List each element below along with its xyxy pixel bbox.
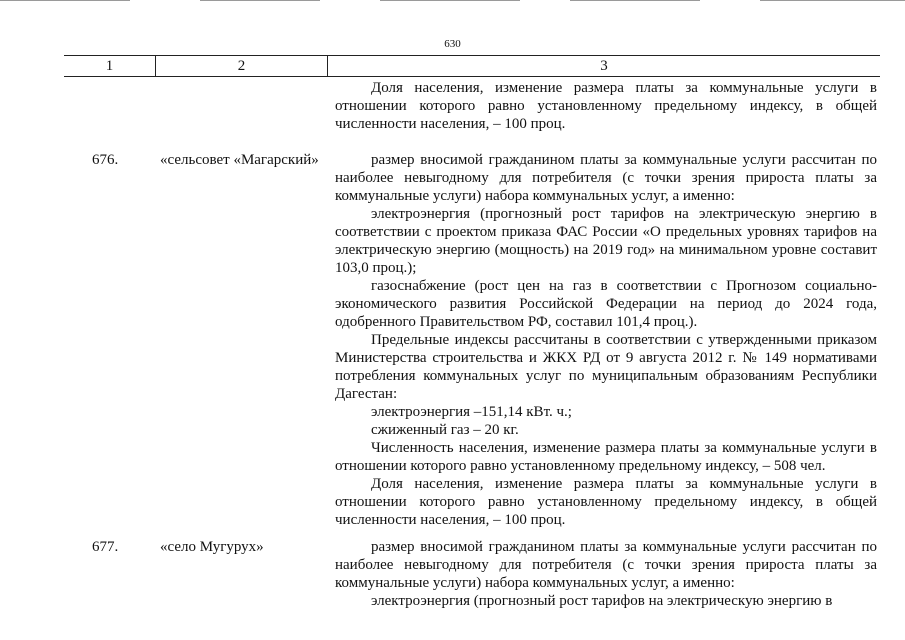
entry-number: 677. (92, 539, 119, 555)
scan-artifact (200, 0, 320, 1)
entry-name: «село Мугурух» (160, 539, 264, 555)
entry-name: «сельсовет «Магарский» (160, 152, 319, 168)
paragraph: Доля населения, изменение размера платы за коммунальные услуги в отношении которого равно установленному предельному индексу, в общей численности населения, – 100 проц. (335, 476, 877, 528)
paragraph: размер вносимой гражданином платы за коммунальные услуги рассчитан по наиболее невыгодному для потребителя (с точки зрения прироста платы за коммунальные услуги) набора коммунальных услуг, а именно: (335, 152, 877, 204)
paragraph: электроэнергия (прогнозный рост тарифов на электрическую энергию в (371, 593, 833, 609)
column-header-2: 2 (237, 58, 246, 74)
column-header-3: 3 (600, 58, 608, 74)
paragraph: размер вносимой гражданином платы за коммунальные услуги рассчитан по наиболее невыгодному для потребителя (с точки зрения прироста платы за коммунальные услуги) набора коммунальных услуг, а именно: (335, 539, 877, 591)
table-top-border (64, 55, 880, 56)
paragraph: Предельные индексы рассчитаны в соответствии с утвержденными приказом Министерства строительства и ЖКХ РД от 9 августа 2012 г. № 149 нормативами потребления коммунальных услуг по муниципальным образованиям Республики Дагестан: (335, 332, 877, 402)
paragraph: Доля населения, изменение размера платы за коммунальные услуги в отношении которого равно установленному предельному индексу, в общей численности населения, – 100 проц. (335, 80, 877, 132)
scan-artifact (760, 0, 905, 1)
paragraph: газоснабжение (рост цен на газ в соответствии с Прогнозом социально-экономического развития Российской Федерации на период до 2024 года, одобренного Правительством РФ, составил 101,4 проц.). (335, 278, 877, 330)
column-header-1: 1 (105, 58, 114, 74)
scan-artifact (570, 0, 700, 1)
entry-text (335, 538, 877, 610)
table-header-bottom-border (64, 76, 880, 77)
scan-artifact (0, 0, 130, 1)
entry-text (335, 151, 877, 529)
paragraph: Численность населения, изменение размера платы за коммунальные услуги в отношении которого равно установленному предельному индексу, – 508 чел. (335, 440, 877, 474)
entry-number: 676. (92, 152, 119, 168)
scan-artifact (380, 0, 520, 1)
paragraph: сжиженный газ – 20 кг. (371, 422, 519, 438)
page-number: 630 (444, 38, 461, 50)
continuation-text (335, 79, 877, 133)
paragraph: электроэнергия –151,14 кВт. ч.; (371, 404, 572, 420)
paragraph: электроэнергия (прогнозный рост тарифов на электрическую энергию в соответствии с проектом приказа ФАС России «О предельных уровнях тарифов на электрическую энергию (мощность) на 2019 год» на минимальном уровне составит 103,0 проц.); (335, 206, 877, 276)
